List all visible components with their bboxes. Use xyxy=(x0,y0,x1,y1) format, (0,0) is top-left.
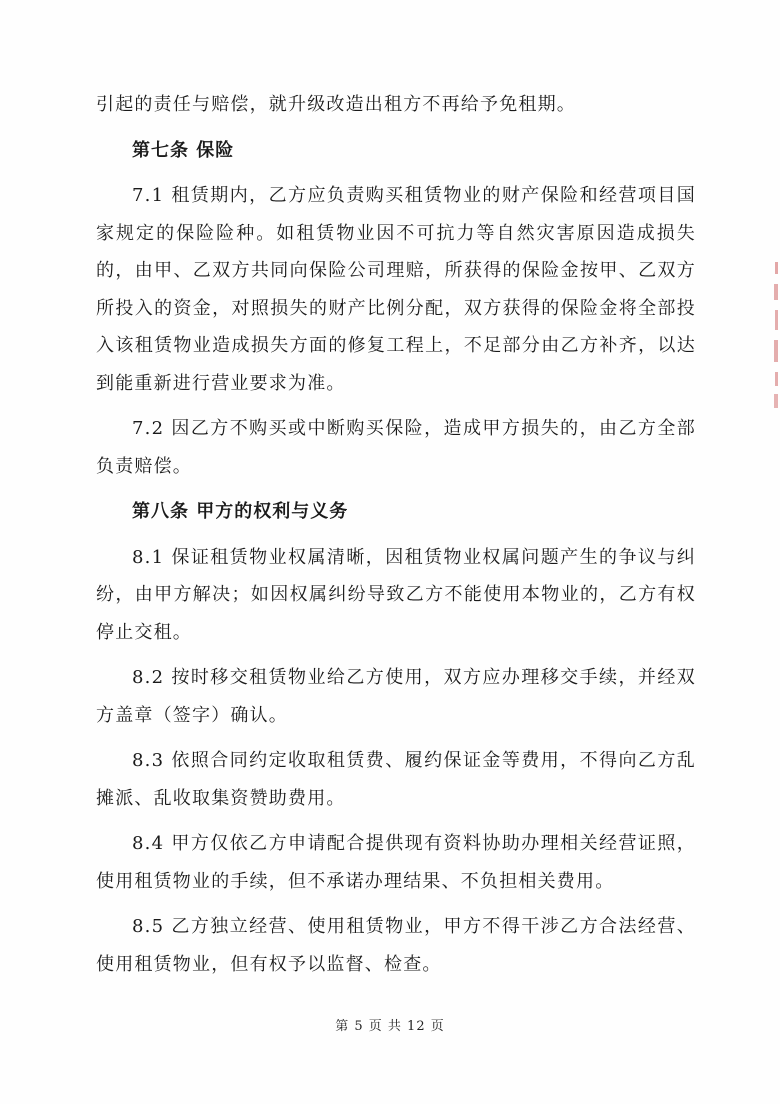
clause-7-1: 7.1 租赁期内，乙方应负责购买租赁物业的财产保险和经营项目国家规定的保险险种。如租赁物业因不可抗力等自然灾害原因造成损失的，由甲、乙双方共同向保险公司理赔，所获得的保险金按甲、乙双方所投入的资金，对照损失的财产比例分配，双方获得的保险金将全部投入该租赁物业造成损失方面的修复工程上，不足部分由乙方补齐，以达到能重新进行营业要求为准。 xyxy=(96,185,696,394)
page-number-footer: 第 5 页 共 12 页 xyxy=(335,1019,445,1034)
clause-8-4: 8.4 甲方仅依乙方申请配合提供现有资料协助办理相关经营证照，使用租赁物业的手续，但不承诺办理结果、不负担相关费用。 xyxy=(96,833,696,892)
clause-8-2: 8.2 按时移交租赁物业给乙方使用，双方应办理移交手续，并经双方盖章（签字）确认。 xyxy=(96,667,696,726)
section-heading-article-8: 第八条 甲方的权利与义务 xyxy=(132,501,349,522)
seam-seal-stamp xyxy=(770,262,780,412)
paragraph-continuation: 引起的责任与赔偿，就升级改造出租方不再给予免租期。 xyxy=(96,94,576,115)
clause-8-3: 8.3 依照合同约定收取租赁费、履约保证金等费用，不得向乙方乱摊派、乱收取集资赞助费用。 xyxy=(96,750,696,809)
section-heading-article-7: 第七条 保险 xyxy=(132,139,235,161)
clause-8-1: 8.1 保证租赁物业权属清晰，因租赁物业权属问题产生的争议与纠纷，由甲方解决；如因权属纠纷导致乙方不能使用本物业的，乙方有权停止交租。 xyxy=(96,546,696,643)
clause-7-2: 7.2 因乙方不购买或中断购买保险，造成甲方损失的，由乙方全部负责赔偿。 xyxy=(96,418,696,477)
clause-8-5: 8.5 乙方独立经营、使用租赁物业，甲方不得干涉乙方合法经营、使用租赁物业，但有权予以监督、检查。 xyxy=(96,916,696,975)
document-body xyxy=(96,86,696,991)
